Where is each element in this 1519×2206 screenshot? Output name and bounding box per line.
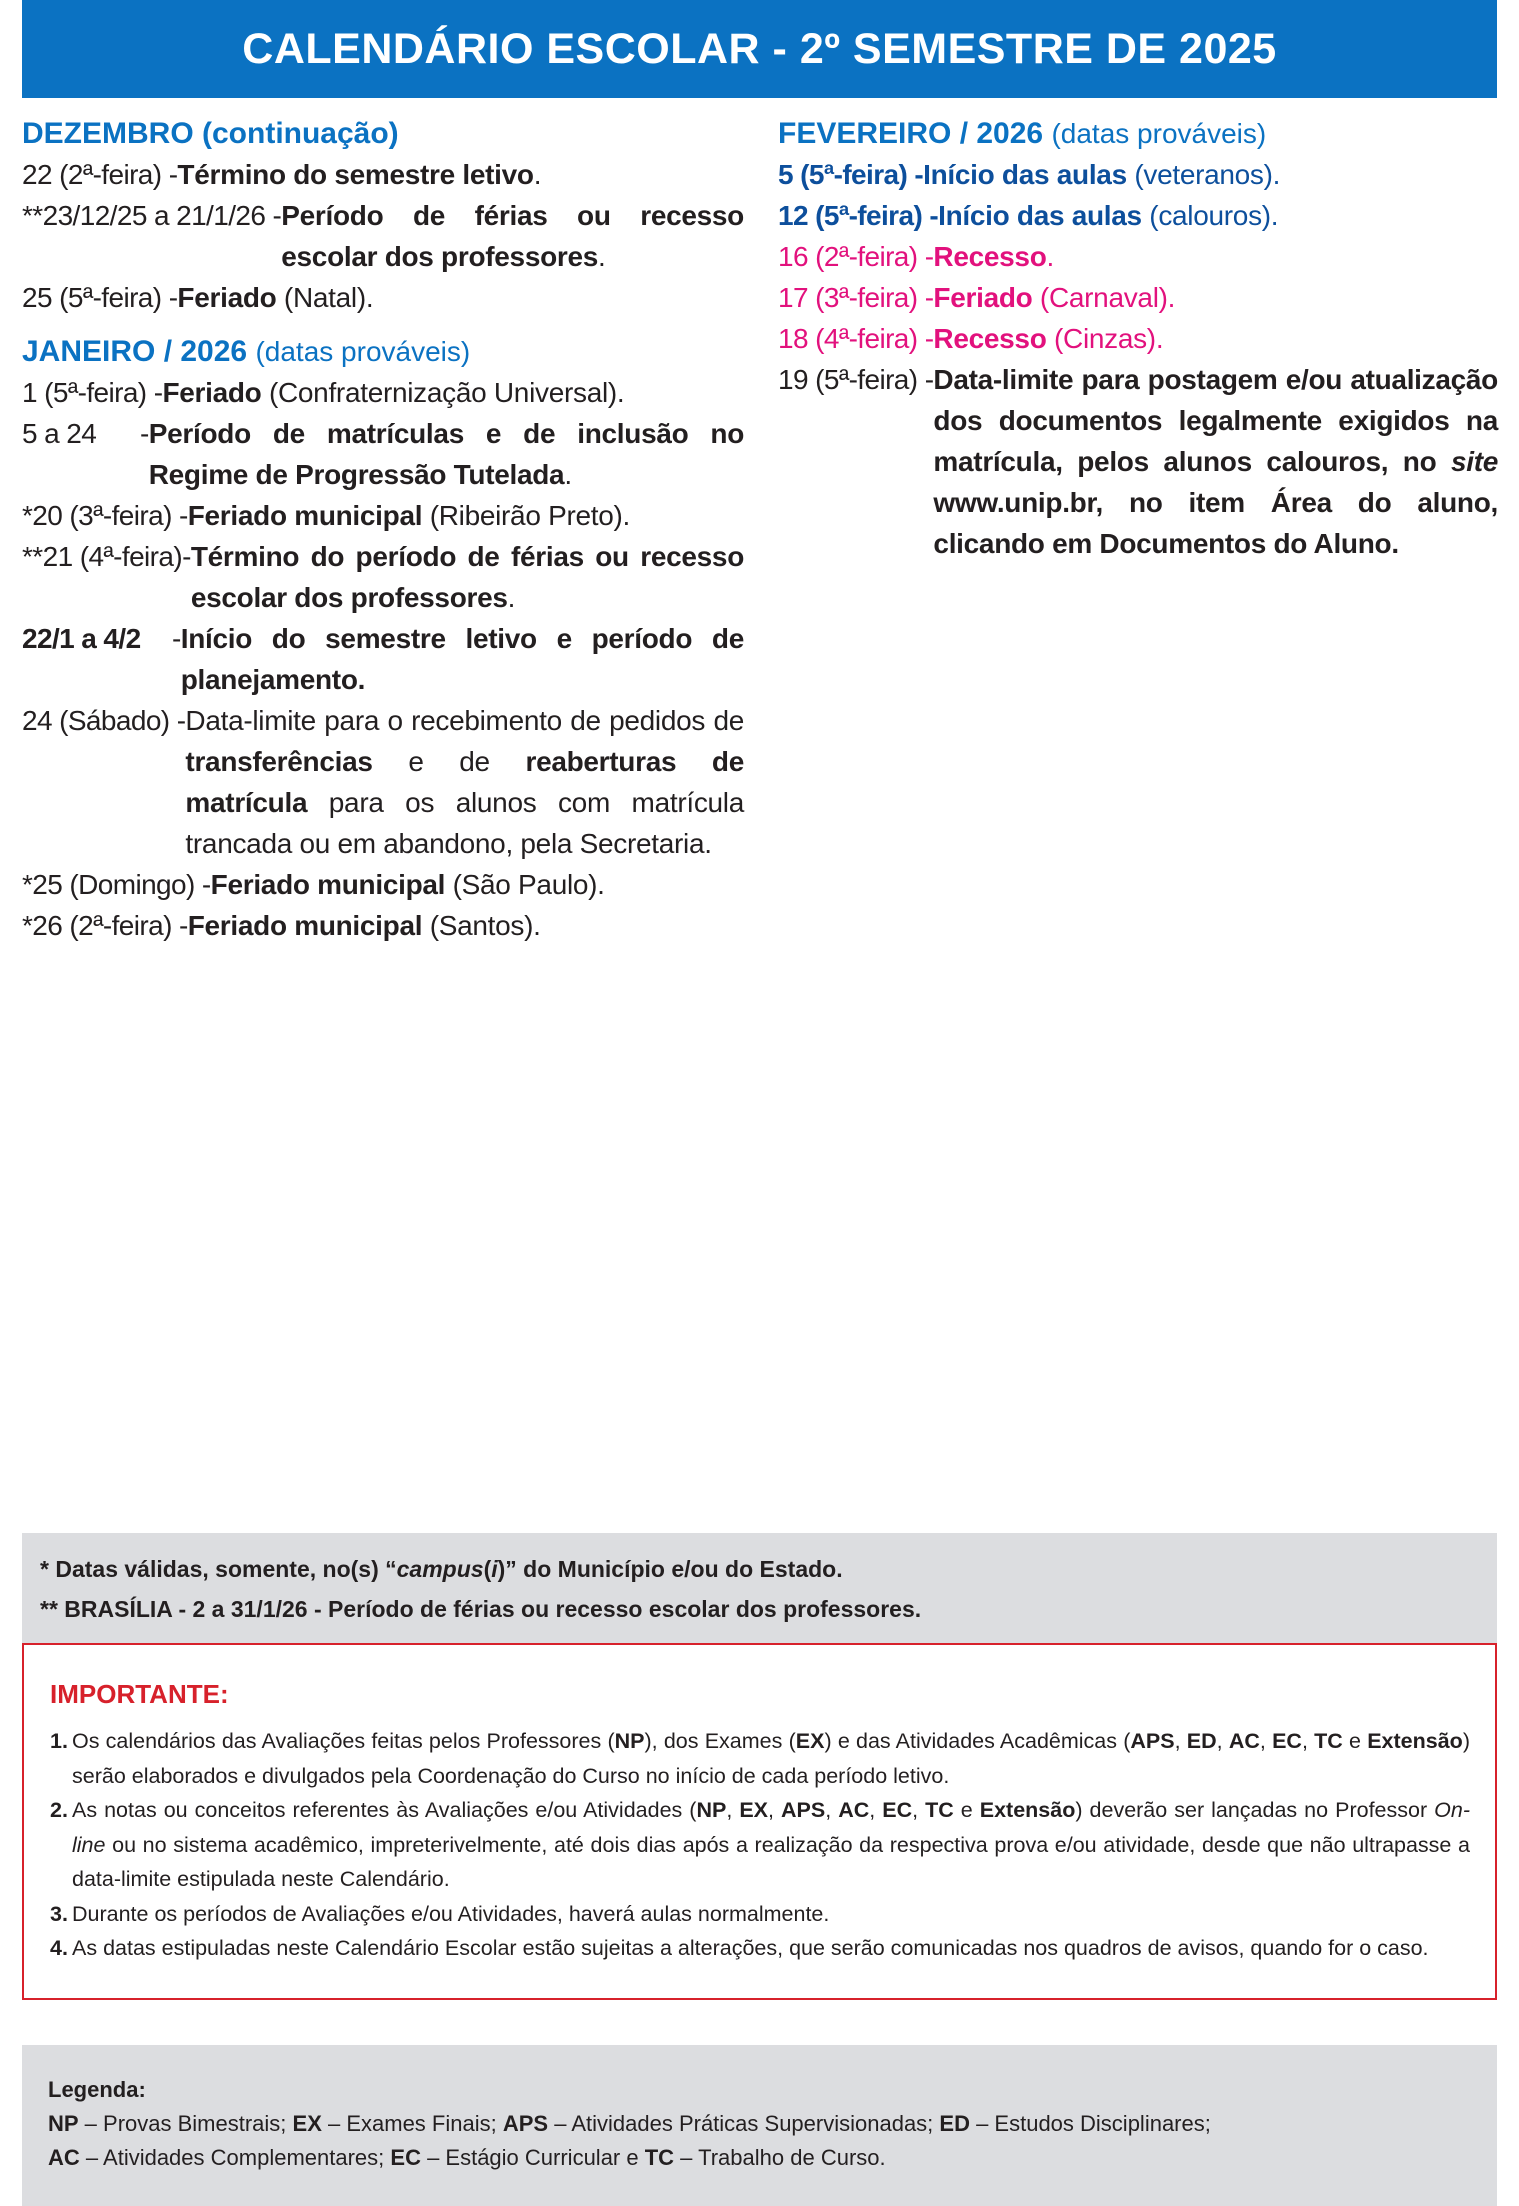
- entry-text: Feriado (Confraternização Universal).: [162, 377, 625, 408]
- entry-text: Recesso.: [933, 241, 1054, 272]
- entry-text: Feriado municipal (São Paulo).: [210, 869, 605, 900]
- entry-date: *20 (3ª-feira) -: [22, 500, 188, 531]
- legend-box: [22, 2045, 1497, 2206]
- calendar-entry: [22, 618, 744, 700]
- entry-text: Início das aulas (veteranos).: [923, 159, 1281, 190]
- calendar-entry: [22, 372, 744, 413]
- entry-date: 18 (4ª-feira) -: [778, 323, 934, 354]
- important-title: IMPORTANTE:: [50, 1679, 229, 1709]
- legend-title: Legenda:: [48, 2077, 146, 2102]
- entry-text: Feriado municipal (Ribeirão Preto).: [187, 500, 631, 531]
- right-column: [778, 114, 1498, 564]
- entry-date: 17 (3ª-feira) -: [778, 282, 934, 313]
- important-list: [50, 1724, 1470, 1966]
- page-header: [22, 0, 1497, 98]
- entry-date: **21 (4ª-feira)-: [22, 541, 191, 572]
- entry-text: Feriado (Carnaval).: [933, 282, 1176, 313]
- calendar-entry: [22, 413, 744, 495]
- calendar-entry: [22, 905, 744, 946]
- entry-separator: -: [172, 623, 181, 654]
- entry-text: Feriado (Natal).: [177, 282, 374, 313]
- entry-date: 22 (2ª-feira) -: [22, 159, 178, 190]
- entry-text: Término do semestre letivo.: [177, 159, 542, 190]
- entry-date: 12 (5ª-feira) -: [778, 200, 939, 231]
- calendar-entry: [778, 277, 1498, 318]
- important-item: 3. Durante os períodos de Avaliações e/ou Atividades, haverá aulas normalmente.: [50, 1901, 830, 1926]
- entry-date: 5 a 24: [22, 418, 97, 449]
- calendar-entry: [22, 277, 744, 318]
- entry-date: **23/12/25 a 21/1/26 -: [22, 200, 282, 231]
- entry-text: Recesso (Cinzas).: [933, 323, 1164, 354]
- calendar-entry: [778, 359, 1498, 564]
- calendar-entry: [22, 195, 744, 277]
- footnote-campus: * Datas válidas, somente, no(s) “campus(i)” do Município e/ou do Estado.: [40, 1556, 843, 1582]
- calendar-entry: [778, 236, 1498, 277]
- month-heading-janeiro: JANEIRO / 2026 (datas prováveis): [22, 335, 471, 368]
- important-box: [22, 1643, 1497, 2000]
- entry-date: *26 (2ª-feira) -: [22, 910, 188, 941]
- entry-date: 1 (5ª-feira) -: [22, 377, 163, 408]
- entry-date: 25 (5ª-feira) -: [22, 282, 178, 313]
- calendar-entry: [778, 318, 1498, 359]
- entry-date: 22/1 a 4/2: [22, 623, 141, 654]
- entry-text: Início das aulas (calouros).: [938, 200, 1279, 231]
- calendar-entry: [22, 495, 744, 536]
- calendar-entry: [778, 154, 1498, 195]
- calendar-entry: [22, 536, 744, 618]
- entry-text: Término do período de férias ou recesso escolar dos professores.: [190, 541, 744, 613]
- important-item: 1. Os calendários das Avaliações feitas pelos Professores (NP), dos Exames (EX) e das Atividades Acadêmicas (APS, ED, AC, EC, TC e Extensão) serão elaborados e divulgados pela Coordenação do Curso no início de cada período letivo.: [50, 1729, 1470, 1788]
- entry-date: 24 (Sábado) -: [22, 705, 186, 736]
- legend-line: AC – Atividades Complementares; EC – Estágio Curricular e TC – Trabalho de Curso.: [48, 2145, 886, 2170]
- entry-text: Início do semestre letivo e período de planejamento.: [180, 623, 744, 695]
- calendar-entry: [22, 864, 744, 905]
- calendar-entry: [22, 700, 744, 864]
- entry-text: Data-limite para postagem e/ou atualização dos documentos legalmente exigidos na matrícula, pelos alunos calouros, no site www.unip.br, no item Área do aluno, clicando em Documentos do Aluno.: [933, 364, 1498, 559]
- entry-text: Período de matrículas e de inclusão no Regime de Progressão Tutelada.: [148, 418, 744, 490]
- entry-date: 5 (5ª-feira) -: [778, 159, 924, 190]
- left-column: [22, 114, 744, 946]
- month-heading-fevereiro: FEVEREIRO / 2026 (datas prováveis): [778, 117, 1267, 150]
- footnotes: [22, 1533, 1497, 1643]
- entry-text: Data-limite para o recebimento de pedidos de transferências e de reaberturas de matrícula para os alunos com matrícula trancada ou em abandono, pela Secretaria.: [185, 705, 744, 859]
- entry-text: Feriado municipal (Santos).: [187, 910, 541, 941]
- important-item: 2. As notas ou conceitos referentes às Avaliações e/ou Atividades (NP, EX, APS, AC, EC, TC e Extensão) deverão ser lançadas no Professor On-line ou no sistema acadêmico, impreterivelmente, até dois dias após a realização da respectiva prova e/ou atividade, desde que não ultrapasse a data-limite estipulada neste Calendário.: [50, 1798, 1470, 1891]
- page-title: CALENDÁRIO ESCOLAR - 2º SEMESTRE DE 2025: [242, 24, 1277, 73]
- legend-line: NP – Provas Bimestrais; EX – Exames Finais; APS – Atividades Práticas Supervisionadas; ED – Estudos Disciplinares;: [48, 2111, 1211, 2136]
- important-item: 4. As datas estipuladas neste Calendário Escolar estão sujeitas a alterações, que serão comunicadas nos quadros de avisos, quando for o caso.: [50, 1936, 1429, 1960]
- month-heading-dezembro: DEZEMBRO (continuação): [22, 117, 399, 150]
- entry-date: 19 (5ª-feira) -: [778, 364, 934, 395]
- entry-date: 16 (2ª-feira) -: [778, 241, 934, 272]
- footnote-brasilia: ** BRASÍLIA - 2 a 31/1/26 - Período de férias ou recesso escolar dos professores.: [40, 1596, 922, 1622]
- entry-date: *25 (Domingo) -: [22, 869, 211, 900]
- entry-text: Período de férias ou recesso escolar dos professores.: [281, 200, 744, 272]
- calendar-entry: [22, 154, 744, 195]
- entry-separator: -: [140, 418, 149, 449]
- calendar-entry: [778, 195, 1498, 236]
